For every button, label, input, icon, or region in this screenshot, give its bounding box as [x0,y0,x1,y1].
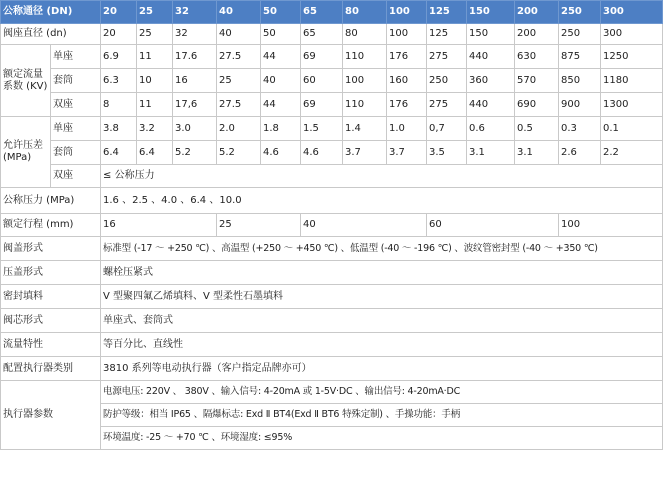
row-label: 阀盖形式 [1,237,101,261]
header-label: 公称通径 (DN) [1,1,101,24]
value-cell: 250 [559,24,601,45]
value-cell: 1.8 [261,117,301,141]
row-label: 阀座直径 (dn) [1,24,101,45]
value-cell: 176 [387,93,427,117]
dn-cell: 65 [301,1,343,24]
value-cell: 0,7 [427,117,467,141]
value-cell: 25 [137,24,173,45]
value-cell: 1.0 [387,117,427,141]
kv-row [1,93,663,117]
value-cell: 300 [601,24,663,45]
value-cell: 875 [559,45,601,69]
value-cell: 2.6 [559,141,601,165]
row-label: 额定行程 (mm) [1,214,101,237]
type-label: 单座 [51,117,101,141]
row-label: 公称压力 (MPa) [1,188,101,214]
type-label: 套筒 [51,69,101,93]
value-cell: 630 [515,45,559,69]
value-cell: 2.0 [217,117,261,141]
value-cell: 125 [427,24,467,45]
header-row [1,1,663,24]
dn-cell: 25 [137,1,173,24]
value-cell: 5.2 [173,141,217,165]
core-row [1,309,663,333]
value-cell: 32 [173,24,217,45]
dn-cell: 250 [559,1,601,24]
value-cell: 3.5 [427,141,467,165]
stroke-row [1,214,663,237]
value-cell: 150 [467,24,515,45]
param-line: 电源电压: 220V 、 380V 、输入信号: 4-20mA 或 1-5V·DC 、输出信号: 4-20mA·DC [101,381,663,404]
value-cell: 69 [301,93,343,117]
value-cell: 5.2 [217,141,261,165]
value-cell: 200 [515,24,559,45]
value-cell: 8 [101,93,137,117]
merged-value: ≤ 公称压力 [101,165,663,188]
kv-row [1,69,663,93]
row-label: 执行器参数 [1,381,101,450]
merged-value: 等百分比、直线性 [101,333,663,357]
stroke-cell: 16 [101,214,217,237]
value-cell: 3.2 [137,117,173,141]
value-cell: 176 [387,45,427,69]
value-cell: 3.0 [173,117,217,141]
value-cell: 4.6 [261,141,301,165]
value-cell: 4.6 [301,141,343,165]
value-cell: 11 [137,93,173,117]
value-cell: 10 [137,69,173,93]
value-cell: 27.5 [217,45,261,69]
value-cell: 900 [559,93,601,117]
value-cell: 3.1 [467,141,515,165]
value-cell: 3.8 [101,117,137,141]
value-cell: 360 [467,69,515,93]
pn-row [1,188,663,214]
seat-dia-row [1,24,663,45]
value-cell: 3.1 [515,141,559,165]
value-cell: 60 [301,69,343,93]
value-cell: 80 [343,24,387,45]
param-line: 防护等级：相当 IP65 、隔爆标志: Exd Ⅱ BT4(Exd Ⅱ BT6 特殊定制) 、手操功能：手柄 [101,404,663,427]
value-cell: 440 [467,93,515,117]
merged-value: V 型聚四氟乙烯填料、V 型柔性石墨填料 [101,285,663,309]
value-cell: 1.5 [301,117,343,141]
dn-cell: 200 [515,1,559,24]
merged-value: 螺栓压紧式 [101,261,663,285]
type-label: 套筒 [51,141,101,165]
flow-row [1,333,663,357]
value-cell: 1300 [601,93,663,117]
value-cell: 6.9 [101,45,137,69]
value-cell: 6.3 [101,69,137,93]
value-cell: 100 [387,24,427,45]
value-cell: 250 [427,69,467,93]
value-cell: 0.6 [467,117,515,141]
type-label: 双座 [51,93,101,117]
dn-cell: 50 [261,1,301,24]
row-label: 阀芯形式 [1,309,101,333]
value-cell: 0.1 [601,117,663,141]
stroke-cell: 100 [559,214,663,237]
dp-row [1,165,663,188]
value-cell: 50 [261,24,301,45]
dn-cell: 40 [217,1,261,24]
value-cell: 275 [427,45,467,69]
row-label: 密封填料 [1,285,101,309]
row-label: 配置执行器类别 [1,357,101,381]
merged-value: 3810 系列等电动执行器（客户指定品牌亦可） [101,357,663,381]
stroke-cell: 40 [301,214,427,237]
kv-row [1,45,663,69]
bonnet-row [1,237,663,261]
value-cell: 690 [515,93,559,117]
value-cell: 6.4 [101,141,137,165]
value-cell: 40 [261,69,301,93]
dn-cell: 300 [601,1,663,24]
value-cell: 0.5 [515,117,559,141]
value-cell: 0.3 [559,117,601,141]
value-cell: 160 [387,69,427,93]
dn-cell: 20 [101,1,137,24]
value-cell: 2.2 [601,141,663,165]
value-cell: 110 [343,45,387,69]
dp-row [1,141,663,165]
packing-row [1,285,663,309]
kv-label: 额定流量系数 (KV) [1,45,51,117]
dn-cell: 150 [467,1,515,24]
dn-cell: 32 [173,1,217,24]
stroke-cell: 25 [217,214,301,237]
merged-value: 单座式、套筒式 [101,309,663,333]
value-cell: 11 [137,45,173,69]
params-row [1,427,663,450]
value-cell: 850 [559,69,601,93]
params-row [1,404,663,427]
value-cell: 275 [427,93,467,117]
value-cell: 6.4 [137,141,173,165]
merged-value: 1.6 、2.5 、4.0 、6.4 、10.0 [101,188,663,214]
dn-cell: 80 [343,1,387,24]
value-cell: 17,6 [173,93,217,117]
value-cell: 44 [261,93,301,117]
gland-row [1,261,663,285]
dn-cell: 100 [387,1,427,24]
value-cell: 69 [301,45,343,69]
value-cell: 44 [261,45,301,69]
dp-row [1,117,663,141]
row-label: 流量特性 [1,333,101,357]
type-label: 单座 [51,45,101,69]
value-cell: 65 [301,24,343,45]
value-cell: 3.7 [387,141,427,165]
dn-cell: 125 [427,1,467,24]
value-cell: 27.5 [217,93,261,117]
value-cell: 3.7 [343,141,387,165]
value-cell: 100 [343,69,387,93]
value-cell: 16 [173,69,217,93]
value-cell: 20 [101,24,137,45]
type-label: 双座 [51,165,101,188]
merged-value: 标准型 (-17 ～ +250 ℃) 、高温型 (+250 ～ +450 ℃) 、低温型 (-40 ～ -196 ℃) 、波纹管密封型 (-40 ～ +350 ℃) [101,237,663,261]
actuator-row [1,357,663,381]
value-cell: 1.4 [343,117,387,141]
value-cell: 1180 [601,69,663,93]
value-cell: 17.6 [173,45,217,69]
value-cell: 440 [467,45,515,69]
row-label: 压盖形式 [1,261,101,285]
param-line: 环境温度: -25 ～ +70 ℃ 、环境湿度: ≤95% [101,427,663,450]
value-cell: 40 [217,24,261,45]
value-cell: 570 [515,69,559,93]
value-cell: 110 [343,93,387,117]
value-cell: 1250 [601,45,663,69]
params-row [1,381,663,404]
stroke-cell: 60 [427,214,559,237]
value-cell: 25 [217,69,261,93]
dp-label: 允许压差 (MPa) [1,117,51,188]
